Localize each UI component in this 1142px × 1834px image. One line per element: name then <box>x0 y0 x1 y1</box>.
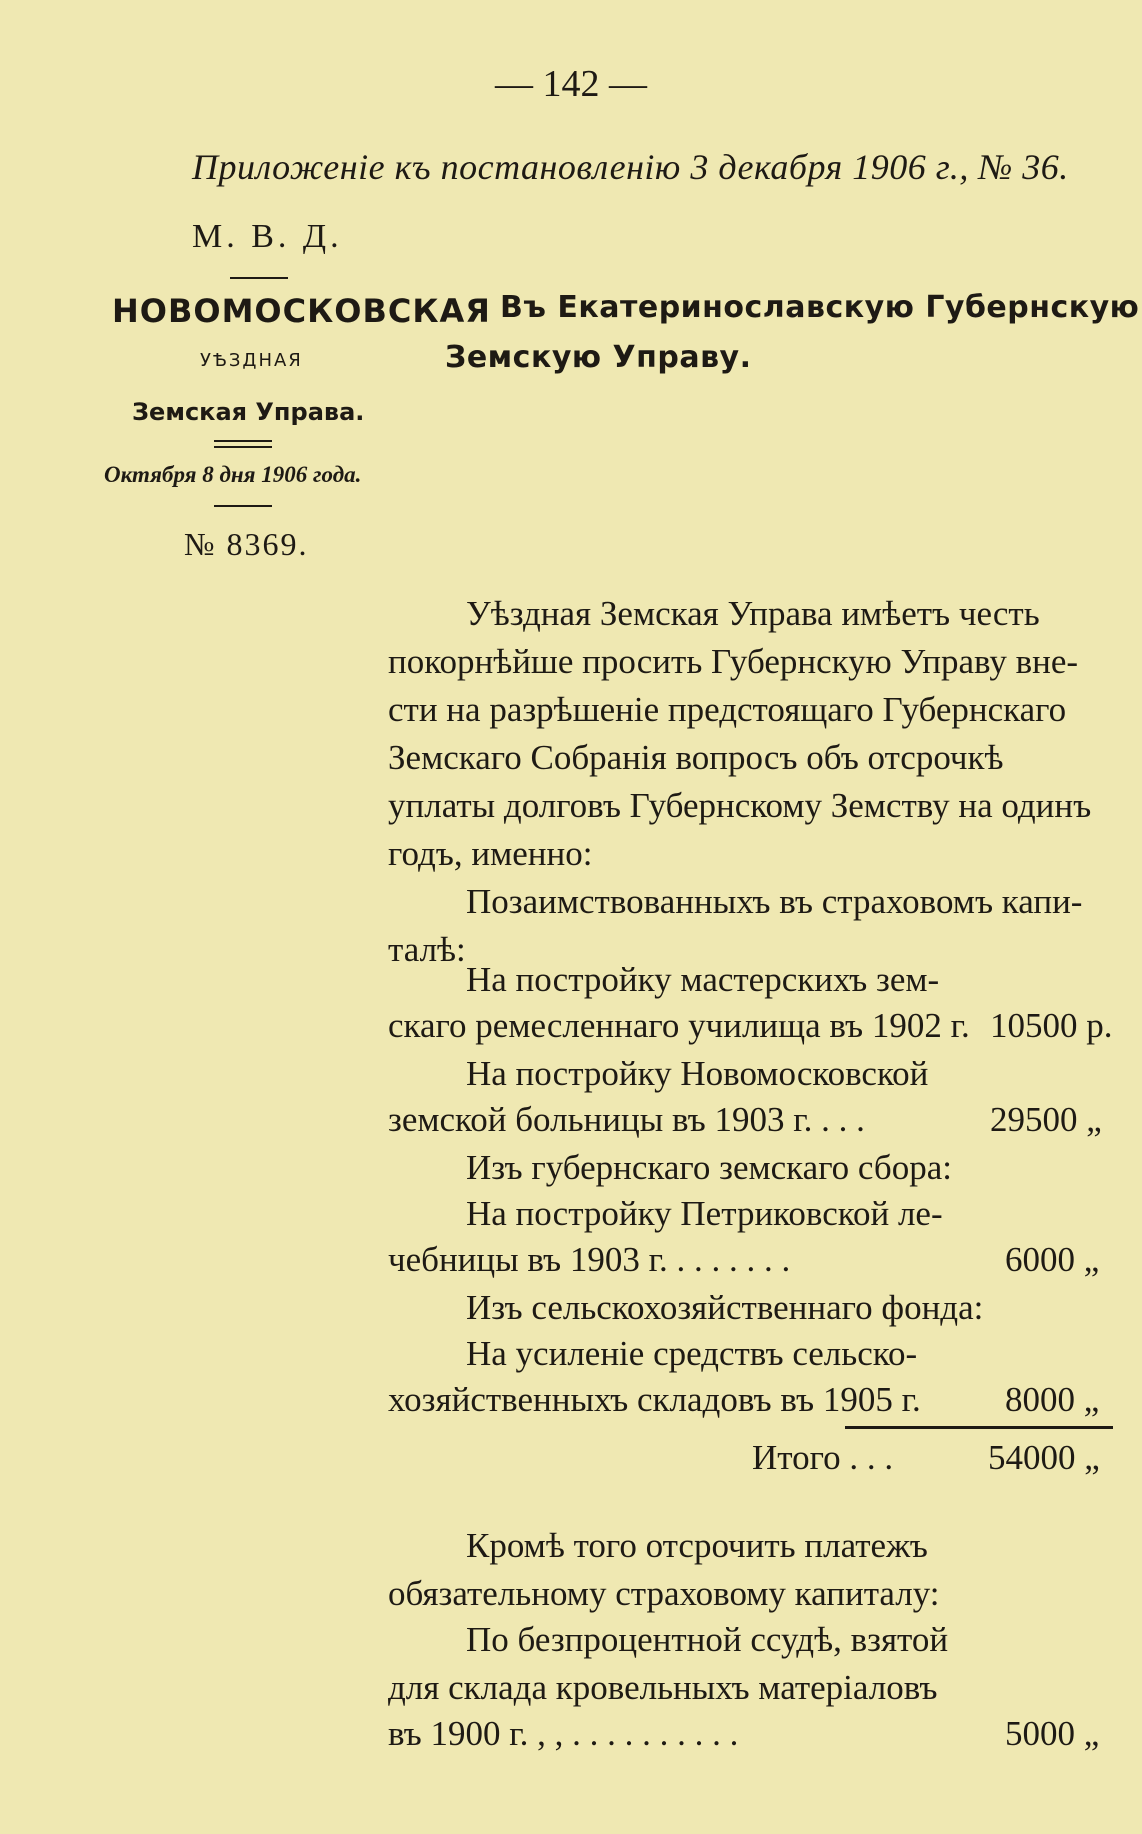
org-name: НОВОМОСКОВСКАЯ <box>112 292 491 330</box>
section-heading: Изъ сельскохозяйственнаго фонда: <box>466 1288 984 1327</box>
item-line: земской больницы въ 1903 г. . . . <box>388 1100 865 1139</box>
item-amount: 29500 „ <box>990 1100 1102 1139</box>
divider <box>214 440 272 442</box>
item-line: чебницы въ 1903 г. . . . . . . . <box>388 1240 791 1279</box>
paragraph-line: Земскаго Собранія вопросъ объ отсрочкѣ <box>388 738 1004 777</box>
item-line: для склада кровельныхъ матеріаловъ <box>388 1668 938 1707</box>
paragraph-line: покорнѣйше просить Губернскую Управу вне- <box>388 642 1079 681</box>
divider <box>214 446 272 448</box>
total-label: Итого . . . <box>752 1438 894 1477</box>
item-line: На усиленіе средствъ сельско- <box>466 1334 918 1373</box>
item-line: По безпроцентной ссудѣ, взятой <box>466 1620 949 1659</box>
letter-date: Октября 8 дня 1906 года. <box>104 462 362 487</box>
divider <box>214 505 272 507</box>
item-amount: 8000 „ <box>1005 1380 1100 1419</box>
ministry-label: М. В. Д. <box>192 218 343 255</box>
item-line: хозяйственныхъ складовъ въ 1905 г. <box>388 1380 921 1419</box>
section-heading: Позаимствованныхъ въ страховомъ капи- <box>466 882 1083 921</box>
item-line: На постройку Петриковской ле- <box>466 1194 943 1233</box>
item-line: На постройку мастерскихъ зем- <box>466 960 940 999</box>
item-line: На постройку Новомосковской <box>466 1054 929 1093</box>
item-amount: 5000 „ <box>1005 1714 1100 1753</box>
total-rule <box>845 1426 1113 1429</box>
section-heading: Изъ губернскаго земскаго сбора: <box>466 1148 952 1187</box>
paragraph-line: годъ, именно: <box>388 834 593 873</box>
total-amount: 54000 „ <box>988 1438 1100 1477</box>
org-type: УѢЗДНАЯ <box>200 350 303 371</box>
addressee-line-2: Земскую Управу. <box>445 340 752 375</box>
item-line: въ 1900 г. , , . . . . . . . . . . <box>388 1714 739 1753</box>
page-number: — 142 — <box>495 63 647 105</box>
letter-number: № 8369. <box>184 526 309 562</box>
paragraph-line: Уѣздная Земская Управа имѣетъ честь <box>466 594 1040 633</box>
paragraph-line: Кромѣ того отсрочить платежъ <box>466 1526 928 1565</box>
paragraph-line: сти на разрѣшеніе предстоящаго Губернскаго <box>388 690 1067 729</box>
org-unit: Земская Управа. <box>132 398 365 426</box>
item-line: скаго ремесленнаго училища въ 1902 г. <box>388 1006 970 1045</box>
paragraph-line: уплаты долговъ Губернскому Земству на одинъ <box>388 786 1092 825</box>
item-amount: 10500 р. <box>990 1006 1113 1045</box>
divider <box>230 277 288 279</box>
item-amount: 6000 „ <box>1005 1240 1100 1279</box>
section-heading: талѣ: <box>388 930 466 969</box>
appendix-title: Приложеніе къ постановленію 3 декабря 1906 г., № 36. <box>192 147 1069 187</box>
addressee-line-1: Въ Екатеринославскую Губернскую <box>500 290 1140 325</box>
paragraph-line: обязательному страховому капиталу: <box>388 1574 940 1613</box>
